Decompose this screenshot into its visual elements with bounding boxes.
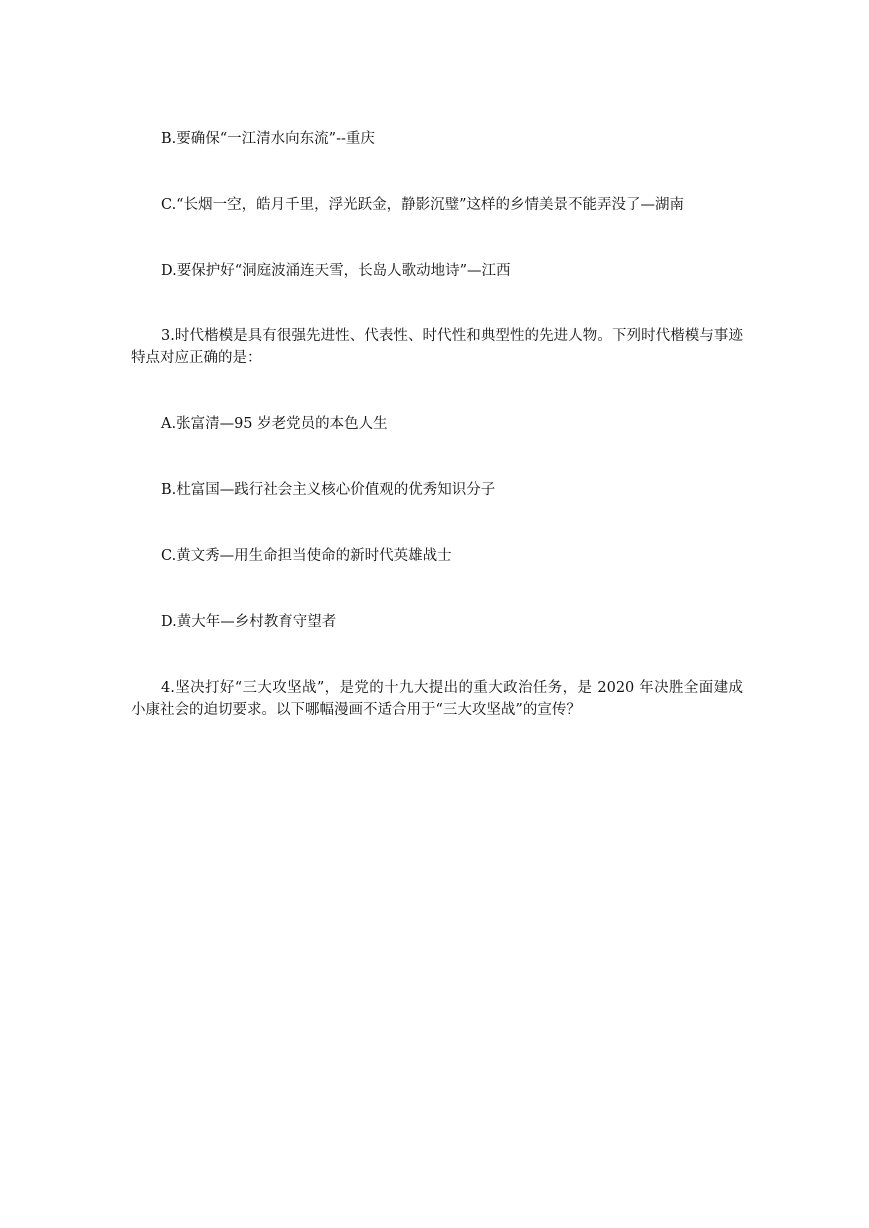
q2-option-b: B.要确保“一江清水向东流”--重庆 xyxy=(161,131,375,147)
q2-option-d: D.要保护好“洞庭波涌连天雪，长岛人歌动地诗”—江西 xyxy=(161,263,511,279)
q3-option-c: C.黄文秀—用生命担当使命的新时代英雄战士 xyxy=(161,548,452,564)
q4-stem: 4.坚决打好“三大攻坚战”，是党的十九大提出的重大政治任务，是 2020 年决胜全面建成小康社会的迫切要求。以下哪幅漫画不适合用于“三大攻坚战”的宣传？ xyxy=(131,680,743,718)
q3-option-b: B.杜富国—践行社会主义核心价值观的优秀知识分子 xyxy=(161,482,496,498)
q2-option-c: C.“长烟一空，皓月千里，浮光跃金，静影沉璧”这样的乡情美景不能弄没了—湖南 xyxy=(161,197,685,213)
q3-stem: 3.时代楷模是具有很强先进性、代表性、时代性和典型性的先进人物。下列时代楷模与事迹特点对应正确的是： xyxy=(131,328,743,366)
q3-option-a: A.张富清—95 岁老党员的本色人生 xyxy=(161,416,388,432)
q3-option-d: D.黄大年—乡村教育守望者 xyxy=(161,614,337,630)
